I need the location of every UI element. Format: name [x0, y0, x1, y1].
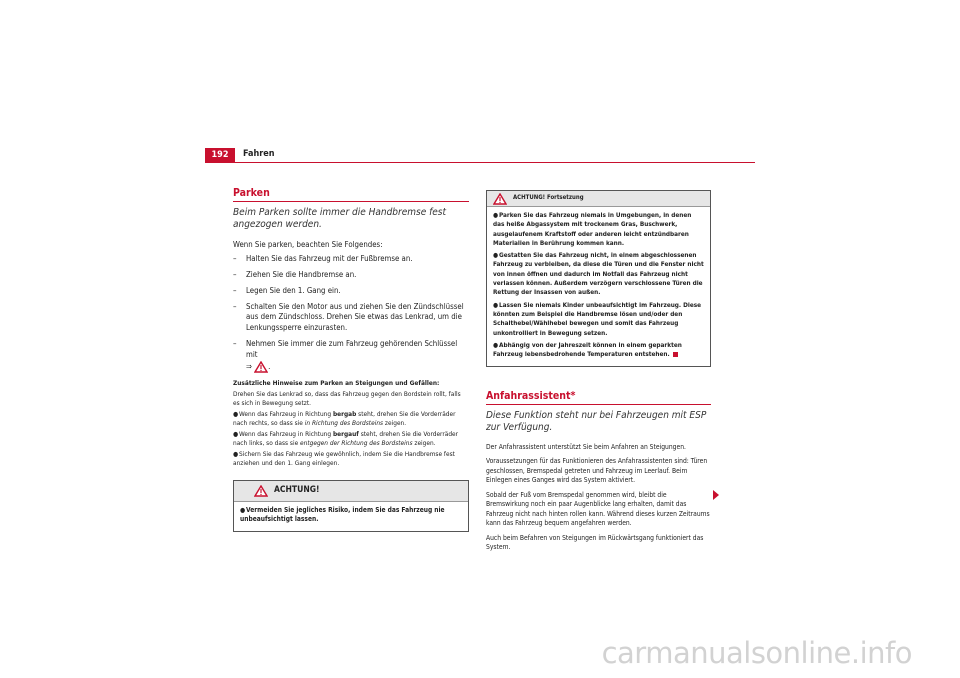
warning-triangle-icon [254, 361, 268, 373]
list-item: – Nehmen Sie immer die zum Fahrzeug gehörenden Schlüssel mit ⇒ . [233, 339, 458, 371]
warning-header [487, 191, 710, 207]
header-rule [205, 162, 755, 163]
warning-body [234, 502, 468, 531]
list-item: ●Sichern Sie das Fahrzeug wie gewöhnlich, indem Sie die Handbremse fest anziehen und den 1. Gang einlegen. [233, 449, 455, 467]
paragraph: Der Anfahrassistent unterstützt Sie beim Anfahren an Steigungen. [486, 442, 686, 451]
warning-box-continued [486, 190, 711, 367]
warning-title: ACHTUNG! Fortsetzung [513, 194, 584, 202]
steps-intro: Wenn Sie parken, beachten Sie Folgendes: [233, 239, 383, 249]
section-lead: Beim Parken sollte immer die Handbremse fest angezogen werden. [233, 206, 447, 230]
right-column [486, 190, 711, 558]
list-item: – Ziehen Sie die Handbremse an. [233, 270, 357, 280]
heading-rule [486, 404, 711, 405]
section-heading-parken: Parken [233, 187, 270, 199]
list-item: – Schalten Sie den Motor aus und ziehen Sie den Zündschlüssel aus dem Zündschloss. Drehen Sie etwas das Lenkrad, um die Lenkungssperre einzurasten. [233, 301, 464, 333]
heading-rule [233, 201, 469, 202]
warning-title: ACHTUNG! [274, 485, 320, 496]
page-number: 192 [205, 148, 235, 162]
slope-notes [233, 379, 469, 468]
list-item: ●Abhängig von der Jahreszeit können in einem geparkten Fahrzeug lebensbedrohende Temperaturen entstehen. [493, 340, 682, 359]
list-item: ●Vermeiden Sie jegliches Risiko, indem Sie das Fahrzeug nie unbeaufsichtigt lassen. [240, 505, 445, 523]
list-item: – Halten Sie das Fahrzeug mit der Fußbremse an. [233, 254, 413, 264]
list-item: – Legen Sie den 1. Gang ein. [233, 285, 341, 295]
warning-header [234, 481, 468, 502]
list-item: ●Parken Sie das Fahrzeug niemals in Umgebungen, in denen das heiße Abgassystem mit trockenem Gras, Buschwerk, ausgelaufenem Kraftstoff oder anderen leicht entzündbaren Materialien in Berührung kommen kann. [493, 211, 692, 247]
list-item: ●Wenn das Fahrzeug in Richtung bergab steht, drehen Sie die Vorderräder nach rechts, so dass sie in Richtung des Bordsteins zeigen. [233, 409, 456, 427]
end-marker-icon [673, 352, 678, 357]
cross-reference-link[interactable]: ⇒ [246, 361, 252, 371]
warning-body [487, 207, 710, 366]
list-item: ●Gestatten Sie das Fahrzeug nicht, in einem abgeschlossenen Fahrzeug zu verbleiben, da diese die Türen und die Fenster nicht von innen öffnen und dadurch im Notfall das Fahrzeug nicht verlassen können. Außerdem verzögern verschlossene Türen die Rettung der Insassen von außen. [493, 251, 704, 297]
assistant-description [486, 443, 711, 553]
watermark: carmanualsonline.info [601, 636, 912, 670]
section-heading-anfahrassistent: Anfahrassistent* [486, 390, 576, 403]
paragraph: Auch beim Befahren von Steigungen im Rückwärtsgang funktioniert das System. [486, 533, 704, 552]
warning-box [233, 480, 469, 532]
chapter-title: Fahren [243, 149, 275, 159]
list-item: ●Wenn das Fahrzeug in Richtung bergauf steht, drehen Sie die Vorderräder nach links, so dass sie entgegen der Richtung des Bordsteins zeigen. [233, 429, 459, 447]
slope-notes-intro: Drehen Sie das Lenkrad so, dass das Fahrzeug gegen den Bordstein rollt, falls es sich in Bewegung setzt. [233, 389, 461, 407]
list-item: ●Lassen Sie niemals Kinder unbeaufsichtigt im Fahrzeug. Diese könnten zum Beispiel die Handbremse lösen und/oder den Schalthebel/Wählhebel bewegen und somit das Fahrzeug unkontrolliert in Bewegung setzen. [493, 300, 702, 337]
slope-notes-heading: Zusätzliche Hinweise zum Parken an Steigungen und Gefällen: [233, 378, 440, 387]
next-page-arrow-icon [713, 490, 719, 500]
warning-triangle-icon [493, 193, 507, 205]
paragraph: Sobald der Fuß vom Bremspedal genommen wird, bleibt die Bremswirkung noch ein paar Augenblicke lang erhalten, damit das Fahrzeug nicht nach hinten rollen kann. Während dieses kurzen Zeitraums kann das Fahrzeug bequem angefahren werden. [486, 490, 710, 528]
section-lead: Diese Funktion steht nur bei Fahrzeugen mit ESP zur Verfügung. [486, 409, 707, 434]
left-column [233, 188, 469, 532]
warning-triangle-icon [254, 485, 268, 497]
paragraph: Voraussetzungen für das Funktionieren des Anfahrassistenten sind: Türen geschlossen, Bremspedal getreten und Fahrzeug im Leerlauf. Beim Einlegen eines Ganges wird das System aktiviert. [486, 457, 708, 485]
parking-steps [233, 240, 469, 373]
